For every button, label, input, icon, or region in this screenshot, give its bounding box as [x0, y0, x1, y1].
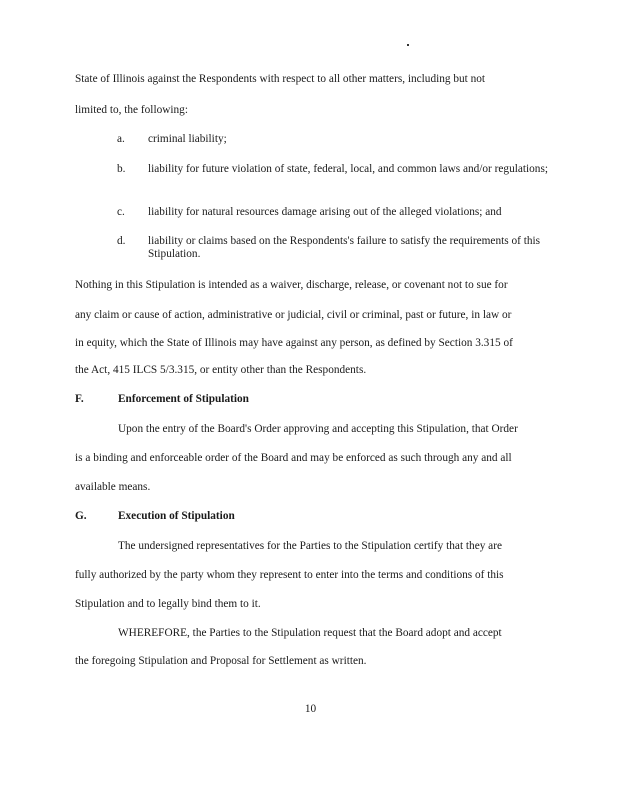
body-line: Stipulation and to legally bind them to it. — [75, 598, 261, 610]
page-number: 10 — [304, 703, 317, 715]
section-letter: F. — [75, 393, 84, 405]
body-line: the Act, 415 ILCS 5/3.315, or entity other than the Respondents. — [75, 364, 367, 376]
scan-speck — [407, 44, 409, 46]
section-heading: Execution of Stipulation — [118, 510, 235, 522]
body-line: State of Illinois against the Respondents with respect to all other matters, including but not — [75, 73, 486, 85]
body-line: any claim or cause of action, administrative or judicial, civil or criminal, past or future, in law or — [75, 309, 512, 321]
body-line: fully authorized by the party whom they represent to enter into the terms and conditions of this — [75, 569, 504, 581]
body-line: the foregoing Stipulation and Proposal for Settlement as written. — [75, 655, 367, 667]
section-letter: G. — [75, 510, 87, 522]
item-text: liability or claims based on the Respondents's failure to satisfy the requirements of this Stipulation. — [148, 235, 541, 260]
body-line: WHEREFORE, the Parties to the Stipulation request that the Board adopt and accept — [118, 627, 502, 639]
body-line: limited to, the following: — [75, 104, 188, 116]
body-line: in equity, which the State of Illinois may have against any person, as defined by Section 3.315 of — [75, 337, 513, 349]
body-line: Upon the entry of the Board's Order approving and accepting this Stipulation, that Order — [118, 423, 518, 435]
body-line: is a binding and enforceable order of the Board and may be enforced as such through any and all — [75, 452, 512, 464]
body-line: The undersigned representatives for the Parties to the Stipulation certify that they are — [118, 540, 502, 552]
body-line: available means. — [75, 481, 151, 493]
body-line: Nothing in this Stipulation is intended as a waiver, discharge, release, or covenant not to sue for — [75, 279, 508, 291]
item-label: a. — [117, 133, 125, 145]
item-text: liability for future violation of state, federal, local, and common laws and/or regulations; — [148, 163, 548, 175]
item-label: c. — [117, 206, 125, 218]
item-text: criminal liability; — [148, 133, 227, 145]
item-label: d. — [117, 235, 126, 247]
item-text: liability for natural resources damage arising out of the alleged violations; and — [148, 206, 502, 218]
section-heading: Enforcement of Stipulation — [118, 393, 249, 405]
item-label: b. — [117, 163, 126, 175]
